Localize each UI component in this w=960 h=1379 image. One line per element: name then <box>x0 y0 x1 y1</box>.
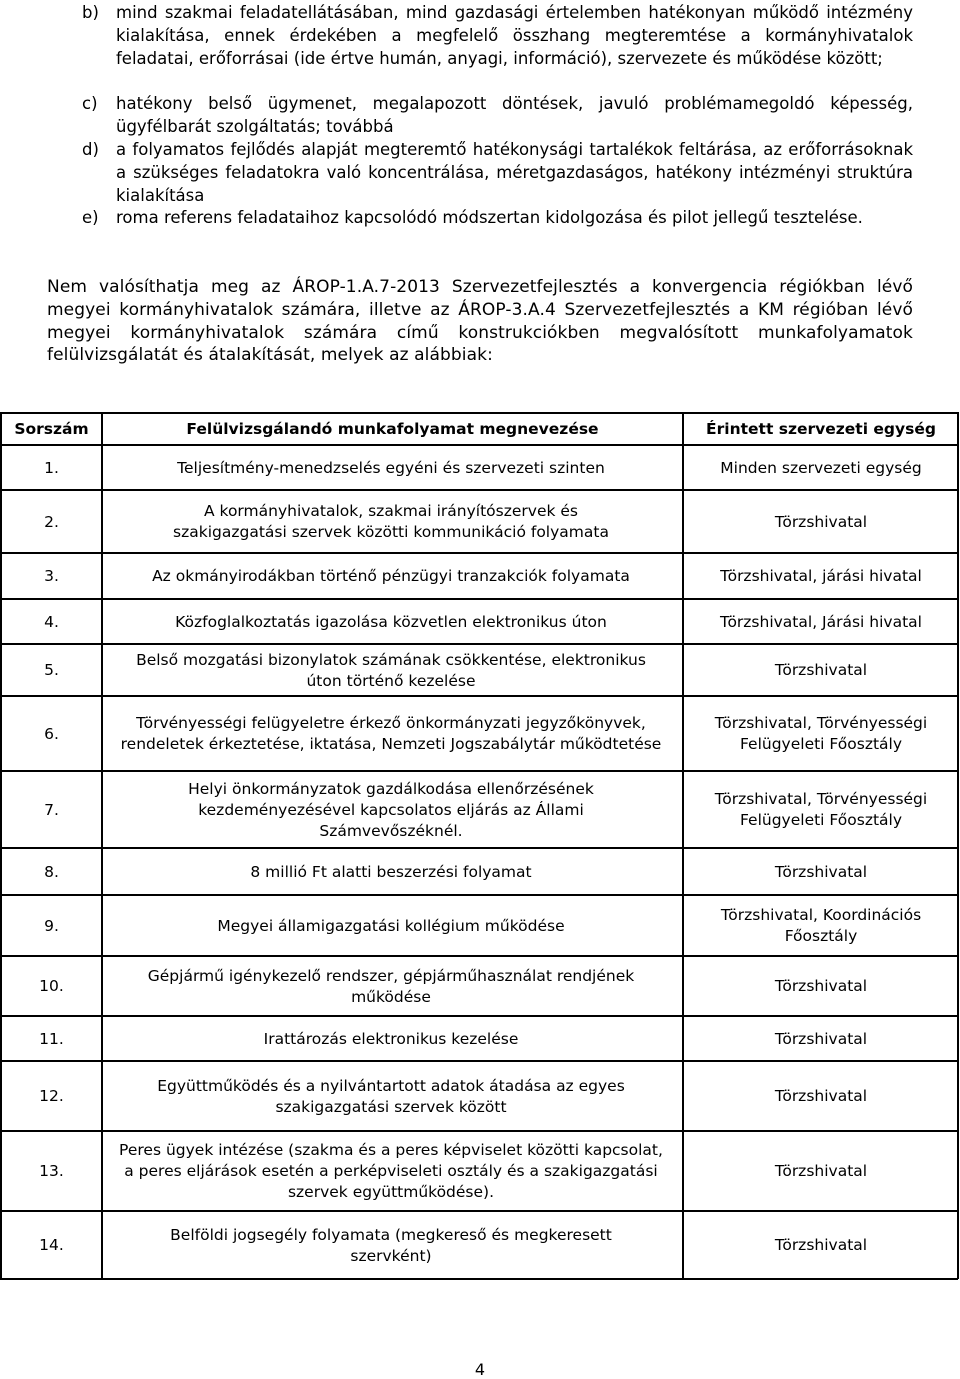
row-number: 5. <box>44 661 59 679</box>
row-process: Az okmányirodákban történő pénzügyi tranzakciók folyamata <box>152 567 630 585</box>
row-number: 13. <box>39 1162 64 1180</box>
row-number: 4. <box>44 612 59 631</box>
row-number: 1. <box>44 458 59 477</box>
row-process: Teljesítmény-menedzselés egyéni és szervezeti szinten <box>177 458 605 477</box>
row-process: 8 millió Ft alatti beszerzési folyamat <box>250 862 532 881</box>
row-process: Helyi önkormányzatok gazdálkodása ellenőrzésének kezdeményezésével kapcsolatos eljárás az Állami Számvevőszéknél. <box>188 779 594 840</box>
row-unit: Törzshivatal <box>774 1162 868 1180</box>
row-unit: Törzshivatal, Koordinációs Főosztály <box>720 906 922 945</box>
row-unit: Törzshivatal, Törvényességi Felügyeleti Főosztály <box>714 714 928 753</box>
list-item-text: roma referens feladataihoz kapcsolódó módszertan kidolgozása és pilot jellegű tesztelése. <box>116 208 863 227</box>
row-process: Közfoglalkoztatás igazolása közvetlen elektronikus úton <box>175 612 607 631</box>
list-item-label: e) <box>82 208 99 227</box>
list-item-label: c) <box>82 94 98 113</box>
intro-paragraph: Nem valósíthatja meg az ÁROP-1.A.7-2013 Szervezetfejlesztés a konvergencia régiókban lévő megyei kormányhivatalok számára, illetve az ÁROP-3.A.4 Szervezetfejlesztés a KM régióban lévő megyei kormányhivatalok számára című konstrukciókben megvalósított munkafolyamatok felülvizsgálatát és átalakítását, melyek az alábbiak: <box>47 277 913 366</box>
row-process: Törvényességi felügyeletre érkező önkormányzati jegyzőkönyvek, rendeletek érkeztetése, iktatása, Nemzeti Jogszabálytár működtetése <box>120 714 662 753</box>
row-number: 2. <box>44 512 59 531</box>
row-number: 12. <box>39 1087 64 1105</box>
row-unit: Törzshivatal <box>774 1236 868 1254</box>
row-unit: Törzshivatal <box>774 661 868 679</box>
row-unit: Törzshivatal, Járási hivatal <box>720 612 922 631</box>
row-number: 10. <box>39 977 64 995</box>
row-unit: Törzshivatal, Törvényességi Felügyeleti Főosztály <box>714 790 928 829</box>
row-number: 3. <box>44 567 59 585</box>
row-number: 8. <box>44 862 59 881</box>
header-unit: Érintett szervezeti egység <box>706 419 936 438</box>
row-number: 11. <box>39 1029 64 1048</box>
table-rule <box>957 412 959 1279</box>
row-number: 6. <box>44 724 59 743</box>
row-process: Belső mozgatási bizonylatok számának csökkentése, elektronikus úton történő kezelése <box>136 650 646 690</box>
row-process: Gépjármű igénykezelő rendszer, gépjárműhasználat rendjének működése <box>147 966 635 1006</box>
row-process: Belföldi jogsegély folyamata (megkereső és megkeresett szervként) <box>170 1225 612 1265</box>
header-sorszam: Sorszám <box>14 419 89 438</box>
row-process: Peres ügyek intézése (szakma és a peres képviselet közötti kapcsolat, a peres eljárások esetén a perképviseleti osztály és a szakigazgatási szervek együttműködése). <box>119 1141 663 1201</box>
row-process: Együttműködés és a nyilvántartott adatok átadása az egyes szakigazgatási szervek között <box>157 1076 625 1116</box>
list-item-text: mind szakmai feladatellátásában, mind gazdasági értelemben hatékonyan működő intézmény kialakítása, ennek érdekében a megfelelő összhang megteremtése a kormányhivatalok feladatai, erőforrásai (ide értve humán, anyagi, információ), szervezete és működése között; <box>116 3 913 68</box>
list-item-label: b) <box>82 3 99 22</box>
row-unit: Törzshivatal <box>774 1029 868 1048</box>
header-process: Felülvizsgálandó munkafolyamat megnevezése <box>186 419 599 438</box>
list-item-text: a folyamatos fejlődés alapját megteremtő hatékonysági tartalékok feltárása, az erőforrásoknak a szükséges feladatokra való koncentrálása, méretgazdaságos, hatékony intézményi struktúra kialakítása <box>116 140 913 205</box>
page-number: 4 <box>474 1360 486 1379</box>
row-unit: Törzshivatal <box>774 1087 868 1105</box>
row-unit: Törzshivatal <box>774 977 868 995</box>
row-process: Irattározás elektronikus kezelése <box>263 1029 519 1048</box>
list-item-label: d) <box>82 140 99 159</box>
table-rule <box>682 412 684 1279</box>
row-number: 14. <box>39 1236 64 1254</box>
row-number: 7. <box>44 800 59 819</box>
row-unit: Törzshivatal <box>774 862 868 881</box>
list-item-text: hatékony belső ügymenet, megalapozott döntések, javuló problémamegoldó képesség, ügyfélbarát szolgáltatás; továbbá <box>116 94 913 136</box>
row-process: Megyei államigazgatási kollégium működése <box>217 916 565 935</box>
row-unit: Törzshivatal <box>774 512 868 531</box>
row-number: 9. <box>44 916 59 935</box>
row-unit: Minden szervezeti egység <box>720 458 922 477</box>
row-process: A kormányhivatalok, szakmai irányítószervek és szakigazgatási szervek közötti kommunikáció folyamata <box>173 502 609 541</box>
row-unit: Törzshivatal, járási hivatal <box>720 567 922 585</box>
